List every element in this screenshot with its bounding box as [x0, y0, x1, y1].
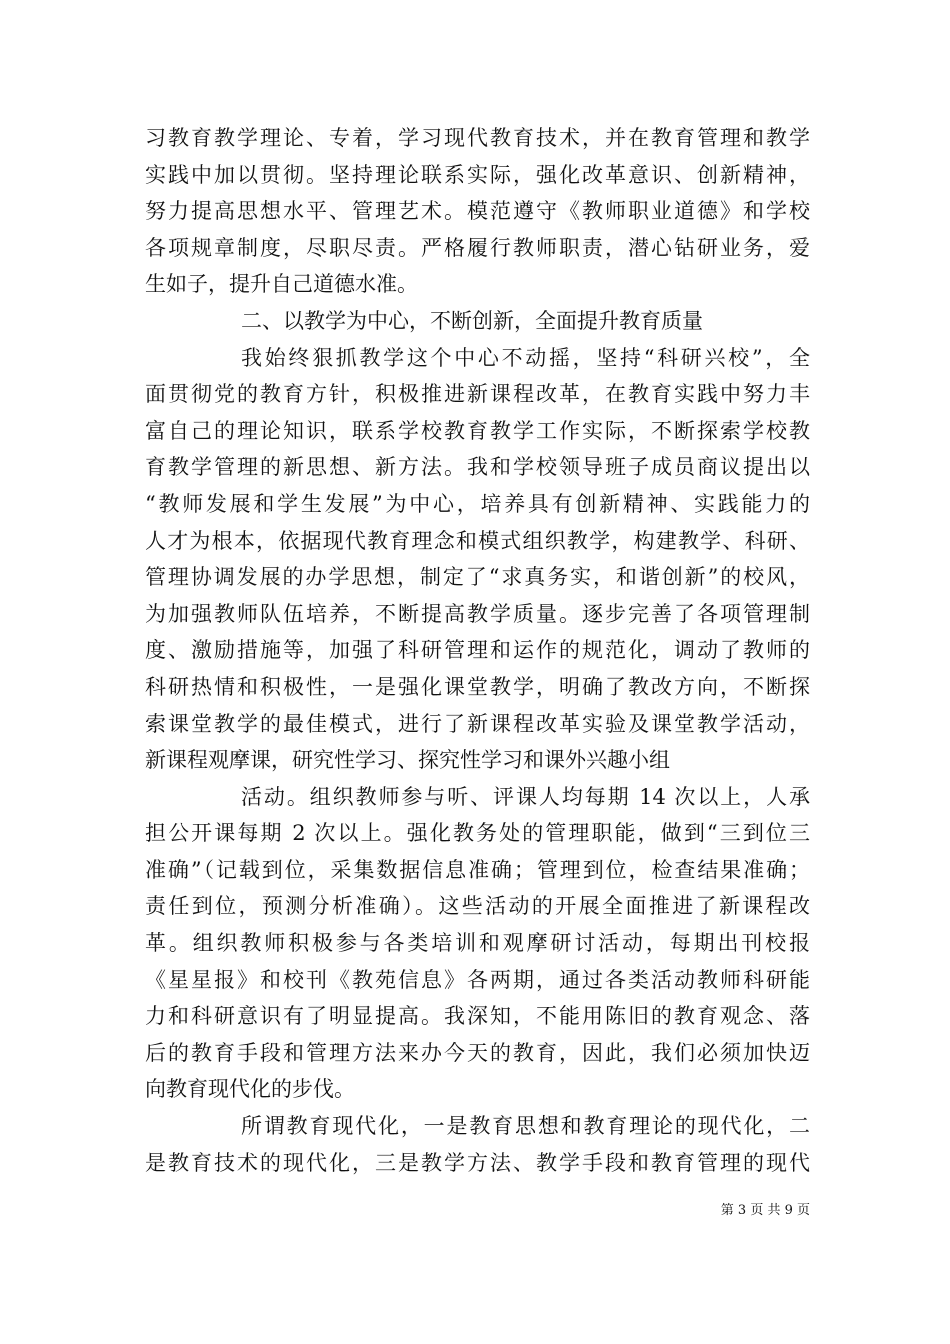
text-line: 责任到位，预测分析准确）。这些活动的开展全面推进了新课程改 — [145, 894, 810, 919]
text-line: 后的教育手段和管理方法来办今天的教育，因此，我们必须加快迈 — [145, 1040, 810, 1065]
text-line: 所谓教育现代化，一是教育思想和教育理论的现代化，二 — [241, 1114, 810, 1139]
text-line: 索课堂教学的最佳模式，进行了新课程改革实验及课堂教学活动， — [145, 711, 810, 736]
text-line: 革。组织教师积极参与各类培训和观摩研讨活动，每期出刊校报 — [145, 931, 810, 956]
text-line: 我始终狠抓教学这个中心不动摇，坚持“科研兴校”，全 — [241, 345, 810, 370]
text-line: 新课程观摩课，研究性学习、探究性学习和课外兴趣小组 — [145, 748, 670, 773]
text-line: 活动。组织教师参与听、评课人均每期 14 次以上，人承 — [241, 784, 810, 809]
text-line: 努力提高思想水平、管理艺术。模范遵守《教师职业道德》和学校 — [145, 199, 810, 224]
text-line: 为加强教师队伍培养，不断提高教学质量。逐步完善了各项管理制 — [145, 601, 810, 626]
document-body — [145, 120, 810, 1181]
text-line: 育教学管理的新思想、新方法。我和学校领导班子成员商议提出以 — [145, 455, 810, 480]
text-line: 担公开课每期 2 次以上。强化教务处的管理职能，做到“三到位三 — [145, 821, 810, 846]
text-line: 准确”（记载到位，采集数据信息准确；管理到位，检查结果准确； — [145, 857, 810, 882]
text-line: 管理协调发展的办学思想，制定了“求真务实，和谐创新”的校风， — [145, 565, 810, 590]
text-line: 面贯彻党的教育方针，积极推进新课程改革，在教育实践中努力丰 — [145, 382, 810, 407]
text-line: 力和科研意识有了明显提高。我深知，不能用陈旧的教育观念、落 — [145, 1004, 810, 1029]
text-line: 实践中加以贯彻。坚持理论联系实际，强化改革意识、创新精神， — [145, 162, 810, 187]
text-line: 《星星报》和校刊《教苑信息》各两期，通过各类活动教师科研能 — [145, 967, 810, 992]
page-number: 第 3 页 共 9 页 — [720, 1203, 810, 1218]
text-line: 向教育现代化的步伐。 — [145, 1077, 355, 1102]
text-line: 各项规章制度，尽职尽责。严格履行教师职责，潜心钻研业务，爱 — [145, 235, 810, 260]
text-line: 科研热情和积极性，一是强化课堂教学，明确了教改方向，不断探 — [145, 674, 810, 699]
text-line: 度、激励措施等，加强了科研管理和运作的规范化，调动了教师的 — [145, 638, 810, 663]
text-line: 习教育教学理论、专着，学习现代教育技术，并在教育管理和教学 — [145, 126, 810, 150]
text-line: 人才为根本，依据现代教育理念和模式组织教学，构建教学、科研、 — [145, 528, 810, 553]
text-line: 是教育技术的现代化，三是教学方法、教学手段和教育管理的现代 — [145, 1150, 810, 1175]
section-heading: 二、以教学为中心，不断创新，全面提升教育质量 — [241, 308, 703, 333]
text-line: 富自己的理论知识，联系学校教育教学工作实际，不断探索学校教 — [145, 418, 810, 443]
text-line: 生如子，提升自己道德水准。 — [145, 272, 418, 297]
text-line: “教师发展和学生发展”为中心，培养具有创新精神、实践能力的 — [145, 491, 810, 516]
